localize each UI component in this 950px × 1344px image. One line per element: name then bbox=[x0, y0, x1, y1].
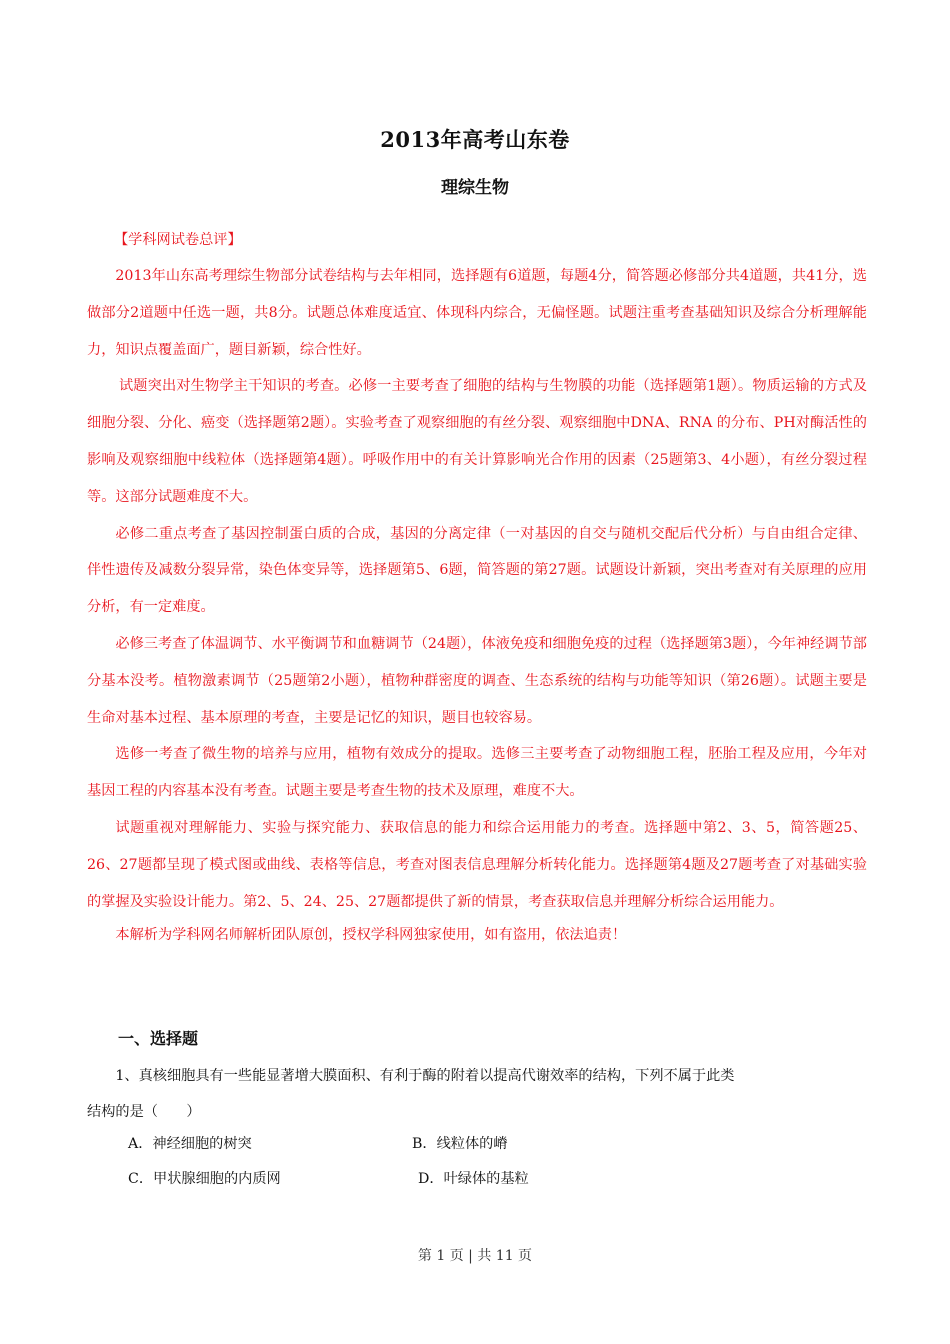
option-a: A．神经细胞的树突 bbox=[128, 1136, 252, 1152]
question-1-options bbox=[128, 1133, 828, 1203]
section-heading-multiple-choice: 一、选择题 bbox=[118, 1029, 199, 1048]
option-c: C．甲状腺细胞的内质网 bbox=[128, 1171, 281, 1187]
review-paragraph-5: 选修一考查了微生物的培养与应用，植物有效成分的提取。选修三主要考查了动物细胞工程，胚胎工程及应用，今年对基因工程的内容基本没有考查。试题主要是考查生物的技术及原理，难度不大。 bbox=[87, 746, 867, 800]
options-row-1 bbox=[128, 1133, 828, 1168]
question-1 bbox=[87, 1058, 867, 1130]
review-paragraph-4: 必修三考查了体温调节、水平衡调节和血糖调节（24题），体液免疫和细胞免疫的过程（选择题第3题），今年神经调节部分基本没考。植物激素调节（25题第2小题），植物种群密度的调查、生态系统的结构与功能等知识（第26题）。试题主要是生命对基本过程、基本原理的考查，主要是记忆的知识，题目也较容易。 bbox=[87, 635, 867, 726]
option-d: D．叶绿体的基粒 bbox=[418, 1171, 529, 1187]
review-paragraph-1: 2013年山东高考理综生物部分试卷结构与去年相同，选择题有6道题，每题4分，简答题必修部分共4道题，共41分，选做部分2道题中任选一题，共8分。试题总体难度适宜、体现科内综合，无偏怪题。试题注重考查基础知识及综合分析理解能力，知识点覆盖面广，题目新颖，综合性好。 bbox=[87, 268, 867, 358]
option-b: B．线粒体的嵴 bbox=[412, 1136, 508, 1152]
question-1-stem: 1、真核细胞具有一些能显著增大膜面积、有利于酶的附着以提高代谢效率的结构，下列不属于此类 bbox=[115, 1068, 735, 1084]
review-paragraph-2: 试题突出对生物学主干知识的考查。必修一主要考查了细胞的结构与生物膜的功能（选择题第1题）。物质运输的方式及细胞分裂、分化、癌变（选择题第2题）。实验考查了观察细胞的有丝分裂、观察细胞中DNA、RNA 的分布、PH对酶活性的影响及观察细胞中线粒体（选择题第4题）。呼吸作用中的有关计算影响光合作用的因素（25题第3、4小题），有丝分裂过程等。这部分试题难度不大。 bbox=[87, 378, 867, 505]
exam-review-section bbox=[87, 228, 867, 950]
question-1-stem-continued: 结构的是（ ） bbox=[87, 1104, 201, 1120]
review-paragraph-6: 试题重视对理解能力、实验与探究能力、获取信息的能力和综合运用能力的考查。选择题中第2、3、5，简答题25、26、27题都呈现了模式图或曲线、表格等信息，考查对图表信息理解分析转化能力。选择题第4题及27题考查了对基础实验的掌握及实验设计能力。第2、5、24、25、27题都提供了新的情景，考查获取信息并理解分析综合运用能力。 bbox=[87, 819, 867, 910]
page-footer: 第 1 页 | 共 11 页 bbox=[417, 1248, 533, 1264]
document-subtitle: 理综生物 bbox=[441, 178, 509, 198]
review-heading: 【学科网试卷总评】 bbox=[113, 232, 242, 248]
copyright-notice: 本解析为学科网名师解析团队原创，授权学科网独家使用，如有盗用，依法追责！ bbox=[115, 927, 627, 944]
options-row-2 bbox=[128, 1168, 828, 1203]
document-title: 2013年高考山东卷 bbox=[380, 127, 570, 152]
review-paragraph-3: 必修二重点考查了基因控制蛋白质的合成，基因的分离定律（一对基因的自交与随机交配后代分析）与自由组合定律、伴性遗传及减数分裂异常，染色体变异等，选择题第5、6题，简答题的第27题。试题设计新颖，突出考查对有关原理的应用分析，有一定难度。 bbox=[87, 525, 867, 616]
